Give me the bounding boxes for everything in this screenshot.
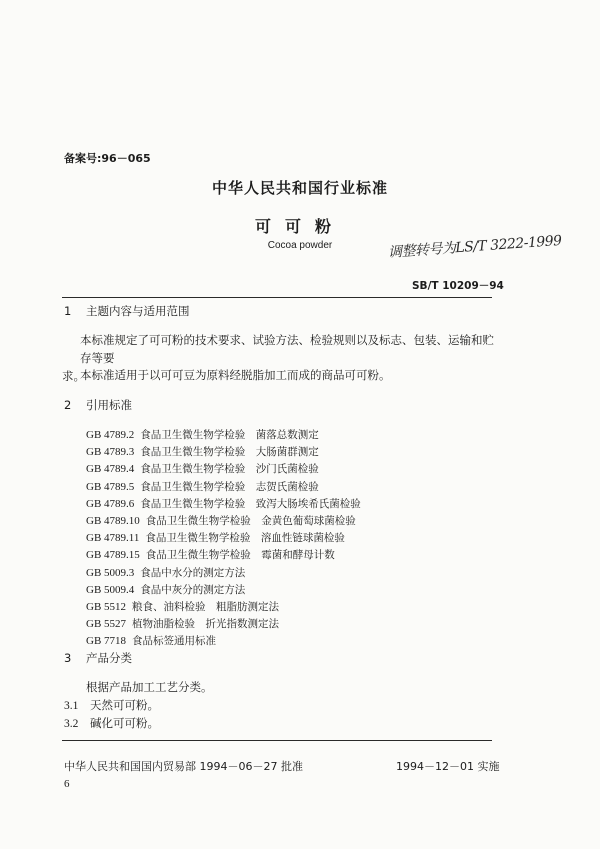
industry-standard-heading: 中华人民共和国行业标准 xyxy=(211,179,388,197)
section-3-heading xyxy=(64,650,132,666)
reference-title: 食品标签通用标准 xyxy=(132,635,217,648)
section-1-heading xyxy=(64,303,190,319)
reference-title: 食品中水分的测定方法 xyxy=(140,566,246,579)
reference-item xyxy=(86,582,361,599)
reference-title: 食品卫生微生物学检验 霉菌和酵母计数 xyxy=(145,549,335,562)
reference-code: GB 5009.3 xyxy=(86,566,135,579)
reference-code: GB 4789.6 xyxy=(86,497,135,510)
section-1-para1-text: 本标准规定了可可粉的技术要求、试验方法、检验规则以及标志、包装、运输和贮存等要 xyxy=(80,333,494,365)
section-1-number: 1 xyxy=(64,304,72,318)
section-1-paragraph-2: 本标准适用于以可可豆为原料经脱脂加工而成的商品可可粉。 xyxy=(80,368,391,382)
reference-code: GB 5527 xyxy=(86,618,127,631)
reference-title: 食品卫生微生物学检验 溶血性链球菌检验 xyxy=(145,532,345,545)
approval-statement: 中华人民共和国国内贸易部 1994－06－27 批准 xyxy=(64,760,303,773)
filing-number: 备案号:96－065 xyxy=(64,152,151,165)
reference-item xyxy=(86,547,361,564)
reference-item xyxy=(86,616,361,633)
page-number: 6 xyxy=(64,778,70,790)
reference-title: 植物油脂检验 折光指数测定法 xyxy=(132,618,280,631)
reference-code: GB 4789.2 xyxy=(86,429,135,441)
reference-title: 食品卫生微生物学检验 沙门氏菌检验 xyxy=(140,463,319,476)
section-3-intro: 根据产品加工工艺分类。 xyxy=(86,680,213,694)
reference-code: GB 7718 xyxy=(86,635,127,648)
reference-item xyxy=(86,427,361,444)
subsection-3-2-text: 碱化可可粉。 xyxy=(90,716,159,730)
reference-code: GB 4789.11 xyxy=(86,532,140,545)
reference-code: GB 4789.4 xyxy=(86,463,135,476)
section-2-title: 引用标准 xyxy=(86,398,132,412)
reference-item xyxy=(86,513,361,530)
reference-item xyxy=(86,633,361,650)
document-title-en: Cocoa powder xyxy=(267,240,333,251)
reference-title: 食品卫生微生物学检验 金黄色葡萄球菌检验 xyxy=(145,514,356,527)
reference-title: 食品中灰分的测定方法 xyxy=(140,583,246,596)
section-2-heading xyxy=(64,397,132,413)
section-1-title: 主题内容与适用范围 xyxy=(86,304,190,318)
section-2-number: 2 xyxy=(64,398,72,412)
reference-code: GB 5009.4 xyxy=(86,583,135,596)
header-divider xyxy=(62,297,492,298)
subsection-3-1-text: 天然可可粉。 xyxy=(90,698,159,712)
reference-code: GB 4789.5 xyxy=(86,480,135,493)
reference-title: 食品卫生微生物学检验 致泻大肠埃希氏菌检验 xyxy=(140,497,361,510)
reference-item xyxy=(86,496,361,513)
reference-list xyxy=(86,427,361,650)
reference-item xyxy=(86,444,361,461)
reference-code: GB 5512 xyxy=(86,600,127,613)
reference-item xyxy=(86,530,361,547)
subsection-3-1-number: 3.1 xyxy=(64,700,79,712)
reference-item xyxy=(86,461,361,478)
reference-code: GB 4789.3 xyxy=(86,446,135,459)
reference-code: GB 4789.15 xyxy=(86,549,140,562)
reference-item xyxy=(86,565,361,582)
standard-code: SB/T 10209－94 xyxy=(412,280,504,292)
subsection-3-2 xyxy=(64,715,159,731)
section-3-title: 产品分类 xyxy=(86,651,132,665)
section-1-para1-continuation: 求。 xyxy=(62,369,85,383)
subsection-3-2-number: 3.2 xyxy=(64,718,79,730)
reference-title: 粮食、油料检验 粗脂肪测定法 xyxy=(132,600,280,613)
reference-title: 食品卫生微生物学检验 大肠菌群测定 xyxy=(140,446,319,459)
reference-title: 食品卫生微生物学检验 菌落总数测定 xyxy=(140,429,319,441)
subsection-3-1 xyxy=(64,697,159,713)
document-title-cn: 可可粉 xyxy=(254,217,345,236)
reference-item xyxy=(86,599,361,616)
implementation-date: 1994－12－01 实施 xyxy=(396,760,500,773)
handwritten-annotation: 调整转号为LS/T 3222-1999 xyxy=(387,232,563,261)
reference-title: 食品卫生微生物学检验 志贺氏菌检验 xyxy=(140,480,319,493)
reference-code: GB 4789.10 xyxy=(86,514,140,527)
footer-divider xyxy=(62,740,492,741)
reference-item xyxy=(86,479,361,496)
section-3-number: 3 xyxy=(64,651,72,665)
